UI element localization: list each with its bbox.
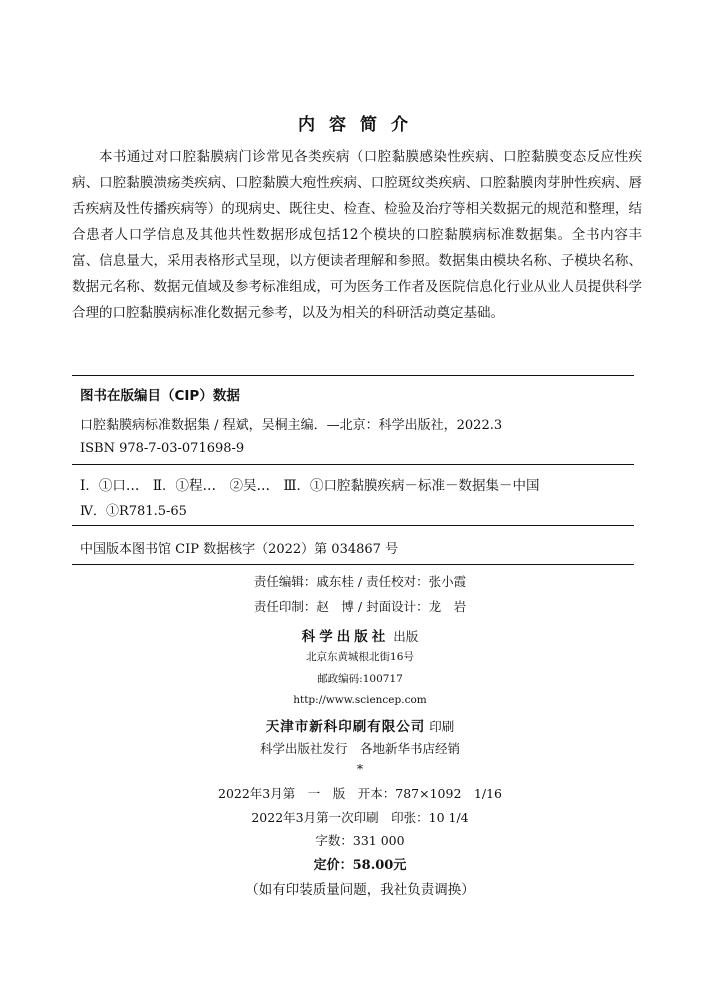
quality-notice: （如有印装质量问题，我社负责调换） bbox=[245, 882, 475, 898]
cip-bibliographic-line: 口腔黏膜病标准数据集 / 程斌，吴桐主编．—北京：科学出版社，2022.3 bbox=[80, 418, 503, 433]
price: 定价：58.00元 bbox=[313, 858, 407, 873]
printer-name: 天津市新科印刷有限公司 bbox=[265, 719, 426, 735]
edition-line: 2022年3月第 一 版 开本：787×1092 1/16 bbox=[218, 786, 502, 801]
cip-classification-number: Ⅳ．①R781.5-65 bbox=[80, 504, 187, 519]
distribution-line: 科学出版社发行 各地新华书店经销 bbox=[259, 741, 460, 756]
publisher-postcode: 邮政编码:100717 bbox=[317, 673, 403, 685]
publisher-line bbox=[0, 625, 720, 645]
printer-suffix: 印刷 bbox=[429, 719, 455, 734]
word-count: 字数：331 000 bbox=[315, 833, 405, 848]
publisher-address: 北京东黄城根北街16号 bbox=[306, 651, 414, 663]
summary-title: 内容简介 bbox=[298, 115, 422, 135]
publisher-website: http://www.sciencep.com bbox=[293, 694, 427, 706]
publisher-suffix: 出版 bbox=[393, 629, 419, 644]
cip-isbn: ISBN 978-7-03-071698-9 bbox=[80, 441, 245, 456]
cip-middle-rule bbox=[72, 464, 634, 465]
responsible-editors: 责任编辑：戚东桂 / 责任校对：张小霞 bbox=[253, 574, 467, 589]
printer-line bbox=[0, 715, 720, 735]
cip-record-number: 中国版本图书馆 CIP 数据核字（2022）第 034867 号 bbox=[80, 542, 399, 557]
separator-star: * bbox=[356, 761, 364, 776]
cip-top-rule bbox=[72, 375, 634, 376]
responsible-printing-design: 责任印制：赵 博 / 封面设计：龙 岩 bbox=[253, 599, 467, 614]
summary-body: 本书通过对口腔黏膜病门诊常见各类疾病（口腔黏膜感染性疾病、口腔黏膜变态反应性疾病、口腔黏膜溃疡类疾病、口腔黏膜大疱性疾病、口腔斑纹类疾病、口腔黏膜肉芽肿性疾病、唇舌疾病及性传播疾病等）的现病史、既往史、检查、检验及治疗等相关数据元的规范和整理，结合患者人口学信息及其他共性数据形成包括12个模块的口腔黏膜病标准数据集。全书内容丰富、信息量大，采用表格形式呈现，以方便读者理解和参照。数据集由模块名称、子模块名称、数据元名称、数据元值域及参考标准组成，可为医务工作者及医院信息化行业从业人员提供科学合理的口腔黏膜病标准化数据元参考，以及为相关的科研活动奠定基础。 bbox=[72, 149, 642, 321]
cip-heading: 图书在版编目（CIP）数据 bbox=[80, 388, 240, 404]
publisher-name: 科学出版社 bbox=[301, 629, 390, 645]
cip-classification-line: Ⅰ．①口… Ⅱ．①程… ②吴… Ⅲ．①口腔黏膜疾病－标准－数据集－中国 bbox=[80, 478, 540, 494]
impression-line: 2022年3月第一次印刷 印张：10 1/4 bbox=[251, 810, 469, 825]
cip-lower-rule bbox=[72, 525, 634, 526]
cip-bottom-rule bbox=[72, 564, 634, 565]
